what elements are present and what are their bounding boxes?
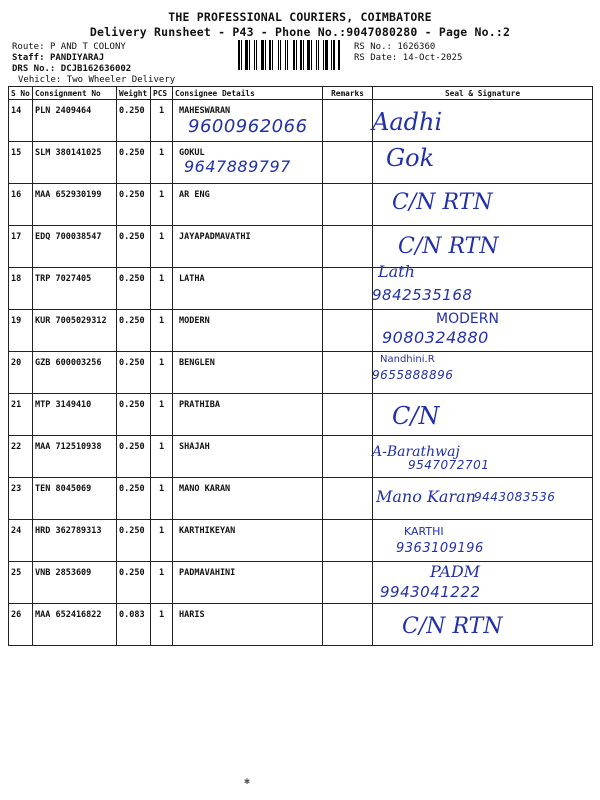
runsheet-title: THE PROFESSIONAL COURIERS, COIMBATORE (168, 10, 432, 24)
cell-consignee: MANO KARAN (173, 478, 323, 520)
cell-pcs: 1 (151, 184, 173, 226)
cell-remarks (323, 226, 373, 268)
cell-remarks (323, 436, 373, 478)
rs-no-line: RS No.: 1626360 (354, 42, 436, 52)
cell-signature (373, 394, 593, 436)
col-weight: Weight (117, 87, 151, 100)
table-row (9, 184, 593, 226)
cell-remarks (323, 394, 373, 436)
signature-mark: Mano Karan (376, 487, 476, 506)
cell-sno: 14 (9, 100, 33, 142)
cell-remarks (323, 310, 373, 352)
cell-consignment: MAA 652416822 (33, 604, 117, 646)
col-pcs: PCS (151, 87, 173, 100)
col-consignment: Consignment No (33, 87, 117, 100)
cell-signature (373, 352, 593, 394)
cell-remarks (323, 142, 373, 184)
table-row (9, 520, 593, 562)
cell-pcs: 1 (151, 310, 173, 352)
col-remarks: Remarks (323, 87, 373, 100)
cell-pcs: 1 (151, 226, 173, 268)
cell-pcs: 1 (151, 100, 173, 142)
cell-signature (373, 562, 593, 604)
cell-consignment: VNB 2853609 (33, 562, 117, 604)
cell-signature (373, 226, 593, 268)
cell-consignment: EDQ 700038547 (33, 226, 117, 268)
cell-remarks (323, 520, 373, 562)
cell-weight: 0.250 (117, 142, 151, 184)
drs-line: DRS No.: DCJB162636002 (12, 64, 132, 74)
cell-consignment: KUR 7005029312 (33, 310, 117, 352)
cell-sno: 19 (9, 310, 33, 352)
barcode-image (238, 40, 350, 70)
vehicle-line: Vehicle: Two Wheeler Delivery (18, 75, 176, 85)
cell-consignee: PADMAVAHINI (173, 562, 323, 604)
col-sno: S No (9, 87, 33, 100)
signature-mark: Lath (378, 262, 415, 281)
cell-pcs: 1 (151, 478, 173, 520)
cell-sno: 22 (9, 436, 33, 478)
rs-date-line: RS Date: 14-Oct-2025 (354, 53, 463, 63)
cell-pcs: 1 (151, 562, 173, 604)
cell-weight: 0.250 (117, 226, 151, 268)
cell-consignment: GZB 600003256 (33, 352, 117, 394)
cell-remarks (323, 352, 373, 394)
table-row (9, 268, 593, 310)
table-row (9, 478, 593, 520)
cell-consignee: GOKUL (173, 142, 323, 184)
table-row (9, 562, 593, 604)
col-consignee: Consignee Details (173, 87, 323, 100)
table-row (9, 142, 593, 184)
handwritten-name: KARTHI (404, 525, 444, 538)
cell-weight: 0.250 (117, 268, 151, 310)
table-row (9, 394, 593, 436)
col-signature: Seal & Signature (373, 87, 593, 100)
cell-remarks (323, 478, 373, 520)
cell-consignee: BENGLEN (173, 352, 323, 394)
handwritten-phone: 9600962066 (188, 116, 308, 137)
cell-consignee: SHAJAH (173, 436, 323, 478)
cell-remarks (323, 562, 373, 604)
cell-sno: 24 (9, 520, 33, 562)
cell-signature (373, 520, 593, 562)
cell-signature (373, 100, 593, 142)
runsheet-subtitle: Delivery Runsheet - P43 - Phone No.:9047080280 - Page No.:2 (89, 25, 511, 39)
cell-weight: 0.250 (117, 352, 151, 394)
cell-sno: 25 (9, 562, 33, 604)
cell-consignment: HRD 362789313 (33, 520, 117, 562)
cell-sno: 17 (9, 226, 33, 268)
signature-mark: Gok (386, 144, 435, 172)
cell-consignment: TRP 7027405 (33, 268, 117, 310)
handwritten-phone: 9655888896 (372, 368, 454, 382)
cell-consignment: MAA 652930199 (33, 184, 117, 226)
route-line: Route: P AND T COLONY (12, 42, 126, 52)
cell-consignment: PLN 2409464 (33, 100, 117, 142)
handwritten-phone: 9547072701 (408, 458, 490, 472)
stray-mark-icon: ✱ (244, 776, 251, 787)
cell-signature (373, 478, 593, 520)
cell-signature (373, 184, 593, 226)
cell-remarks (323, 268, 373, 310)
cell-pcs: 1 (151, 268, 173, 310)
cell-signature (373, 436, 593, 478)
cell-weight: 0.250 (117, 394, 151, 436)
cell-remarks (323, 100, 373, 142)
table-row (9, 100, 593, 142)
cell-consignee: KARTHIKEYAN (173, 520, 323, 562)
cell-pcs: 1 (151, 604, 173, 646)
cell-remarks (323, 184, 373, 226)
cell-weight: 0.250 (117, 100, 151, 142)
cell-signature (373, 268, 593, 310)
cell-pcs: 1 (151, 142, 173, 184)
handwritten-phone: 9080324880 (382, 328, 489, 347)
table-row (9, 310, 593, 352)
cell-consignee: LATHA (173, 268, 323, 310)
cell-sno: 20 (9, 352, 33, 394)
cell-consignment: SLM 380141025 (33, 142, 117, 184)
cell-consignee: HARIS (173, 604, 323, 646)
handwritten-phone: 9443083536 (474, 490, 556, 504)
return-mark: C/N (392, 402, 440, 430)
signature-mark: Aadhi (372, 108, 443, 136)
runsheet-table (8, 86, 593, 646)
cell-weight: 0.250 (117, 478, 151, 520)
cell-pcs: 1 (151, 394, 173, 436)
cell-consignee: MODERN (173, 310, 323, 352)
cell-sno: 16 (9, 184, 33, 226)
cell-consignee: AR ENG (173, 184, 323, 226)
staff-line: Staff: PANDIYARAJ (12, 53, 105, 63)
cell-signature (373, 142, 593, 184)
handwritten-phone: 9943041222 (380, 583, 481, 601)
cell-consignment: MTP 3149410 (33, 394, 117, 436)
cell-weight: 0.083 (117, 604, 151, 646)
cell-pcs: 1 (151, 520, 173, 562)
cell-consignment: TEN 8045069 (33, 478, 117, 520)
cell-sno: 26 (9, 604, 33, 646)
cell-signature (373, 310, 593, 352)
table-header-row (9, 87, 593, 100)
cell-consignment: MAA 712510938 (33, 436, 117, 478)
cell-pcs: 1 (151, 352, 173, 394)
table-row (9, 604, 593, 646)
cell-consignee: MAHESWARAN (173, 100, 323, 142)
handwritten-phone: 9647889797 (184, 157, 291, 176)
cell-sno: 18 (9, 268, 33, 310)
cell-weight: 0.250 (117, 310, 151, 352)
cell-weight: 0.250 (117, 184, 151, 226)
cell-consignee: JAYAPADMAVATHI (173, 226, 323, 268)
handwritten-name: MODERN (436, 311, 499, 327)
cell-weight: 0.250 (117, 562, 151, 604)
handwritten-name: A-Barathwaj (372, 444, 460, 460)
cell-weight: 0.250 (117, 436, 151, 478)
cell-pcs: 1 (151, 436, 173, 478)
return-mark: C/N RTN (392, 190, 493, 215)
table-row (9, 436, 593, 478)
handwritten-name: PADM (430, 562, 481, 581)
table-row (9, 226, 593, 268)
cell-sno: 23 (9, 478, 33, 520)
return-mark: C/N RTN (398, 234, 499, 259)
handwritten-phone: 9363109196 (396, 541, 484, 556)
handwritten-name: Nandhini.R (380, 354, 435, 365)
cell-sno: 21 (9, 394, 33, 436)
cell-sno: 15 (9, 142, 33, 184)
handwritten-phone: 9842535168 (372, 286, 473, 304)
table-row (9, 352, 593, 394)
cell-remarks (323, 604, 373, 646)
cell-weight: 0.250 (117, 520, 151, 562)
cell-consignee: PRATHIBA (173, 394, 323, 436)
cell-signature (373, 604, 593, 646)
return-mark: C/N RTN (402, 614, 503, 639)
